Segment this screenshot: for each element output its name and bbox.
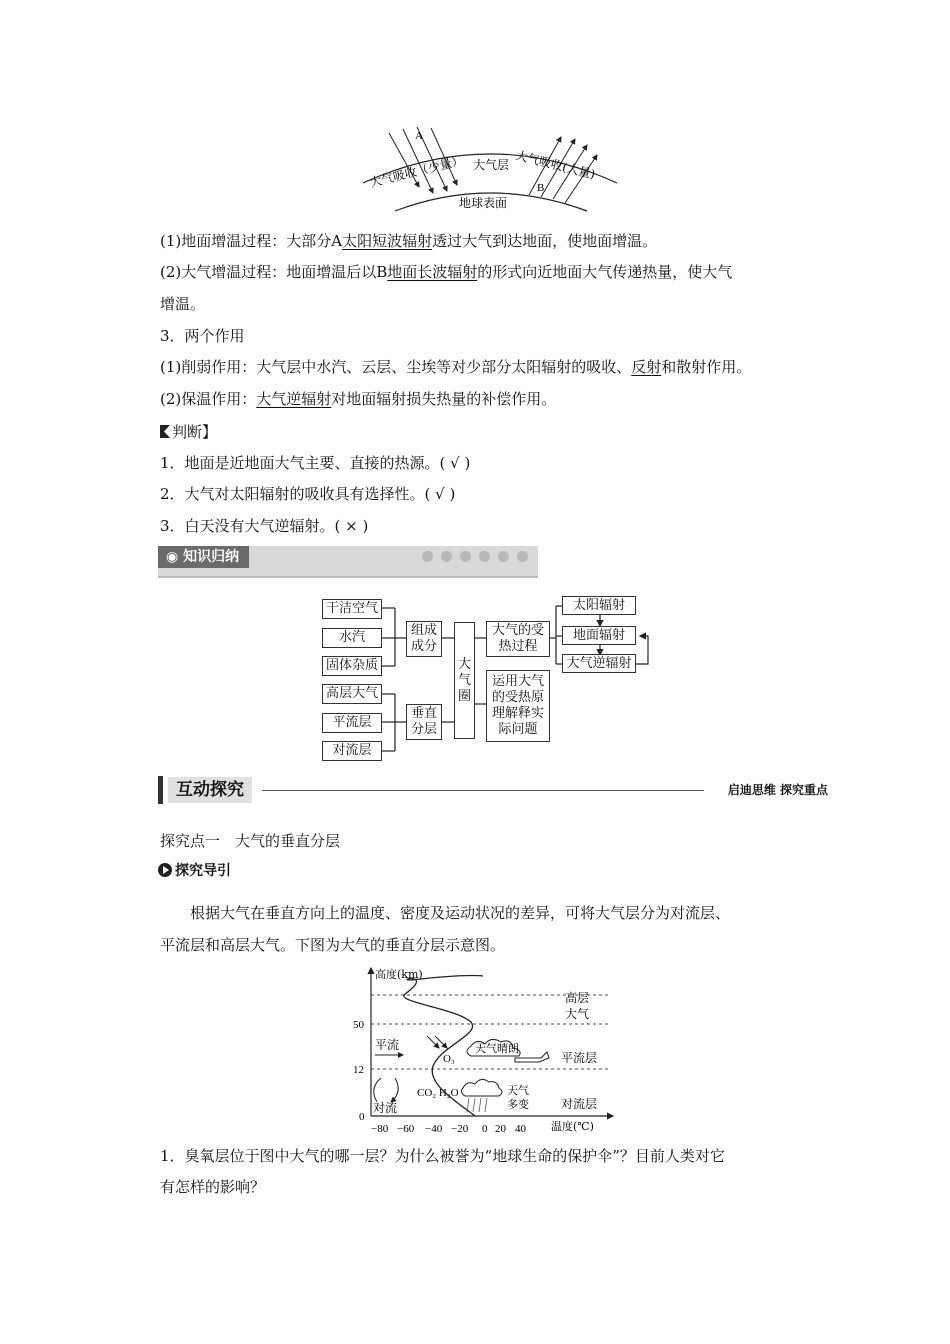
box-heating-process: 大气的受热过程 <box>486 621 550 657</box>
box-composition: 组成成分 <box>406 621 442 657</box>
summary-title-bar <box>158 546 538 578</box>
dot-icon <box>498 551 509 562</box>
section-header <box>158 776 828 804</box>
paragraph-line-1: 根据大气在垂直方向上的温度、密度及运动状况的差异，可将大气层分为对流层、 <box>190 904 731 922</box>
bracket-icon <box>160 425 170 438</box>
troposphere-label: 对流层 <box>561 1097 598 1111</box>
text-line-3: (1)削弱作用：大气层中水汽、云层、尘埃等对少部分太阳辐射的吸收、反射和散射作用。 <box>160 358 752 376</box>
box-apply-principle: 运用大气的受热原理解释实际问题 <box>486 670 550 742</box>
box-upper-atmosphere: 高层大气 <box>322 684 382 704</box>
x-tick: −40 <box>425 1123 443 1135</box>
y-tick-0: 0 <box>359 1111 365 1123</box>
box-water-vapor: 水汽 <box>322 628 382 648</box>
heading-two-effects: 3．两个作用 <box>160 327 245 345</box>
box-solid-impurities: 固体杂质 <box>322 656 382 676</box>
dot-icon <box>460 551 471 562</box>
judge-item-3: 3．白天没有大气逆辐射。( × ) <box>160 517 369 535</box>
y-tick-12: 12 <box>353 1064 364 1076</box>
atmosphere-layer-label: 大气层 <box>473 158 510 172</box>
box-solar-radiation: 太阳辐射 <box>562 596 636 615</box>
dot-icon <box>517 551 528 562</box>
absorb-small-label: 大气吸收（少量） <box>368 153 465 190</box>
box-troposphere: 对流层 <box>322 741 382 761</box>
upper-label-1: 高层 <box>565 991 590 1005</box>
play-icon <box>158 863 172 877</box>
weather-label-2: 多变 <box>507 1098 529 1111</box>
dot-icon <box>479 551 490 562</box>
text-line-4: (2)保温作用：大气逆辐射对地面辐射损失热量的补偿作用。 <box>160 390 557 408</box>
convection-label: 对流 <box>373 1101 398 1115</box>
box-stratosphere: 平流层 <box>322 713 382 733</box>
box-ground-radiation: 地面辐射 <box>562 626 636 645</box>
guide-heading: 探究导引 <box>158 861 231 881</box>
label-a: A <box>415 130 423 142</box>
y-tick-50: 50 <box>353 1019 364 1031</box>
section-bar <box>158 776 163 804</box>
absorb-large-label: 大气吸收(大量) <box>514 148 597 182</box>
section-rule <box>262 790 704 791</box>
box-clean-air: 干洁空气 <box>322 599 382 619</box>
box-counter-radiation: 大气逆辐射 <box>562 654 636 673</box>
text-line-2: (2)大气增温过程：地面增温后以B地面长波辐射的形式向近地面大气传递热量，使大气 <box>160 263 733 281</box>
box-atmosphere: 大气圈 <box>454 622 475 739</box>
question-1-line-2: 有怎样的影响？ <box>160 1178 266 1196</box>
stratosphere-label: 平流层 <box>561 1051 598 1065</box>
storm-cloud-icon <box>461 1079 502 1096</box>
box-vertical-layers: 垂直分层 <box>406 704 442 740</box>
x-tick: 40 <box>515 1123 526 1135</box>
x-tick: −20 <box>451 1123 469 1135</box>
dot-icon <box>441 551 452 562</box>
text-line-2b: 增温。 <box>160 295 206 313</box>
surface-label: 地球表面 <box>459 196 508 210</box>
section-title: 互动探究 <box>168 777 252 803</box>
text-line-1: (1)地面增温过程：大部分A太阳短波辐射透过大气到达地面，使地面增温。 <box>160 232 658 250</box>
judge-item-1: 1．地面是近地面大气主要、直接的热源。( √ ) <box>160 454 471 472</box>
paragraph-line-2: 平流层和高层大气。下图为大气的垂直分层示意图。 <box>160 936 506 954</box>
decorative-dots <box>422 551 528 562</box>
label-b: B <box>537 182 545 194</box>
section-subtitle: 启迪思维 探究重点 <box>727 783 828 797</box>
convection-arrows <box>374 1078 398 1102</box>
ozone-label: O₃ <box>443 1053 455 1065</box>
weather-label-1: 天气 <box>507 1084 529 1097</box>
vertical-layers-diagram <box>345 962 625 1140</box>
judge-heading: 判断】 <box>160 422 217 442</box>
x-tick: −60 <box>397 1123 415 1135</box>
y-axis-label: 高度(km) <box>375 968 423 981</box>
summary-title: ◉ 知识归纳 <box>158 546 249 568</box>
upper-label-2: 大气 <box>565 1007 590 1021</box>
judge-item-2: 2．大气对太阳辐射的吸收具有选择性。( √ ) <box>160 485 456 503</box>
question-1-line-1: 1．臭氧层位于图中大气的哪一层？为什么被誉为“地球生命的保护伞”？目前人类对它 <box>160 1147 725 1165</box>
horizontal-flow-label: 平流 <box>375 1038 400 1052</box>
heating-diagram <box>355 125 625 215</box>
x-tick: 20 <box>495 1123 506 1135</box>
x-axis-label: 温度(℃) <box>551 1120 594 1133</box>
x-tick: −80 <box>371 1123 389 1135</box>
co2-h2o-label: CO₂ H₂O <box>417 1087 459 1099</box>
dot-icon <box>422 551 433 562</box>
x-tick: 0 <box>482 1123 488 1135</box>
explore-point-title: 探究点一 大气的垂直分层 <box>160 832 341 850</box>
sunny-label: 天气晴朗 <box>475 1042 519 1055</box>
